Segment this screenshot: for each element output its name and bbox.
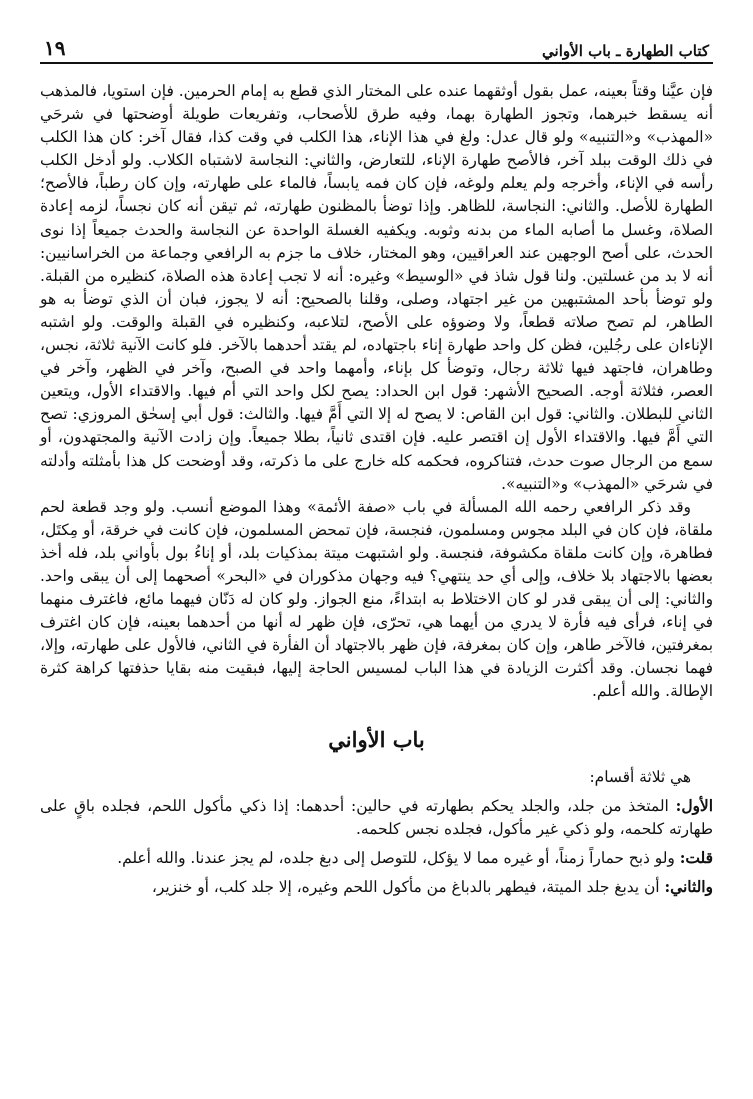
section-text: المتخذ من جلد، والجلد يحكم بطهارته في حالين: أحدهما: إذا ذكي مأكول اللحم، فجلده باقٍ على طهارته كلحمه، ولو ذكي غير مأكول، فجلده نجس كلحمه.	[40, 796, 713, 838]
header-title: كتاب الطهارة ـ باب الأواني	[542, 42, 709, 60]
section-text: ولو ذبح حماراً زمناً، أو غيره مما لا يؤكل، للتوصل إلى دبغ جلده، لم يجز عندنا. والله أعلم.	[117, 848, 680, 867]
section-lead: الأول:	[675, 796, 713, 815]
section-text: هي ثلاثة أقسام:	[589, 767, 691, 786]
section-intro	[40, 766, 713, 789]
page-number: ١٩	[44, 36, 66, 60]
section-lead: والثاني:	[664, 877, 713, 896]
section-paragraph	[40, 876, 713, 899]
chapter-sections	[40, 766, 713, 899]
paragraph: وقد ذكر الرافعي رحمه الله المسألة في باب «صفة الأئمة» وهذا الموضع أنسب. ولو وجد قطعة لحم ملقاة، فإن كان في البلد مجوس ومسلمون، فنجسة، فإن تمحض المسلمون، فإن كانت في خرقة، أو مِكتَل، فطاهرة، وإن كانت ملقاة مكشوفة، فنجسة. ولو اشتبهت ميتة بمذكيات بلد، أو إناءُ بول بأواني بلد، فله أخذ بعضها بالاجتهاد بلا خلاف، وإلى أي حد ينتهي؟ فيه وجهان مذكوران في «البحر» أصحهما إلى أن يبقى واحد. والثاني: إلى أن يبقى قدر لو كان الاختلاط به ابتداءً، منع الجواز. ولو كان له دَنّان فيهما مائع، فاغترف منهما في إناء، فرأى فيه فأرة لا يدري من أيهما هي، تحرّى، فإن ظهر له أنها من أحدهما بعينه، فإن كان اغترف بمغرفتين، فالآخر طاهر، وإن كان بمغرفة، فإن ظهر بالاجتهاد أن الفأرة في الثاني، فالأول على طهارته، وإلا، فهما نجسان. وقد أكثرت الزيادة في هذا الباب لمسيس الحاجة إليها، فبقيت منه بقايا حذفتها كراهة كثرة الإطالة. والله أعلم.	[40, 497, 713, 701]
document-body	[40, 80, 713, 899]
running-head	[40, 28, 713, 64]
section-paragraph	[40, 847, 713, 870]
paragraph: فإن عيَّنا وقتاً بعينه، عمل بقول أوثقهما عنده على المختار الذي قطع به إمام الحرمين. فإن استويا، فالمذهب أنه يسقط خبرهما، وتجوز الطهارة بهما، وفيه طرق للأصحاب، وتفريعات طويلة أوضحتها في شرحَي «المهذب» و«التنبيه» ولو قال عدل: ولغ في هذا الإناء، هذا الكلب في وقت كذا، فقال آخر: كان هذا الكلب في ذلك الوقت ببلد آخر، فالأصح طهارة الإناء، للتعارض، والثاني: النجاسة لاشتباه الكلاب. ولو أدخل الكلب رأسه في الإناء، وأخرجه ولم يعلم ولوغه، فإن كان فمه يابساً، فالماء على طهارته، وإن كان رطباً، فالأصح؛ الطهارة للأصل. والثاني: النجاسة، للظاهر. وإذا توضأ بالمظنون طهارته، ثم تيقن أنه كان نجساً، لزمه إعادة الصلاة، وغسل ما أصابه الماء من بدنه وثوبه. ويكفيه الغسلة الواحدة عن النجاسة والحدث جميعاً إذا نوى الحدث، على أصح الوجهين عند العراقيين، وهو المختار، خلاف ما جزم به الرافعي وجماعة من الخراسانيين: أنه لا بد من غسلتين. ولنا قول شاذ في «الوسيط» وغيره: أنه لا تجب إعادة هذه الصلاة، كنظيره من القبلة. ولو توضأ بأحد المشتبهين من غير اجتهاد، وصلى، وقلنا بالصحيح: أنه لا يجوز، فبان أن الذي توضأ به هو الطاهر، لم تصح صلاته قطعاً، ولا وضوؤه على الأصح، لتلاعبه، وكنظيره في القبلة والوقت. ولو اشتبه الإناءان على رجُلين، فظن كل واحد طهارة إناء باجتهاده، لم يقتد أحدهما بالآخر. فلو كانت الآنية ثلاثة، نجس، وطاهران، فاجتهد فيها ثلاثة رجال، وتوضأ كل بإناء، وأمهما واحد في الصبح، وآخر في الظهر، وآخر في العصر، فثلاثة أوجه. الصحيح الأشهر: قول ابن الحداد: يصح لكل واحد التي أم فيها. والاقتداء الأول، ويتعين الثاني للبطلان. والثاني: قول ابن القاص: لا يصح له إلا التي أَمَّ فيها. والثالث: قول أبي إسحٰق المروزي: تصح التي أَمَّ فيها. والاقتداء الأول إن اقتصر عليه. فإن اقتدى ثانياً، بطلا جميعاً. وإن زادت الآنية والمجتهدون، أو سمع من الرجال صوت حدث، فتناكروه، فحكمه كله خارج على ما ذكرته، وقد أوضحت كل هذا بأمثلته وأدلته في شرحَي «المهذب» و«التنبيه».	[40, 82, 713, 493]
section-lead: قلت:	[679, 848, 713, 867]
section-text: أن يدبغ جلد الميتة، فيطهر بالدباغ من مأكول اللحم وغيره، إلا جلد كلب، أو خنزير،	[151, 877, 665, 896]
section-paragraph	[40, 795, 713, 841]
chapter-title: باب الأواني	[328, 726, 425, 752]
